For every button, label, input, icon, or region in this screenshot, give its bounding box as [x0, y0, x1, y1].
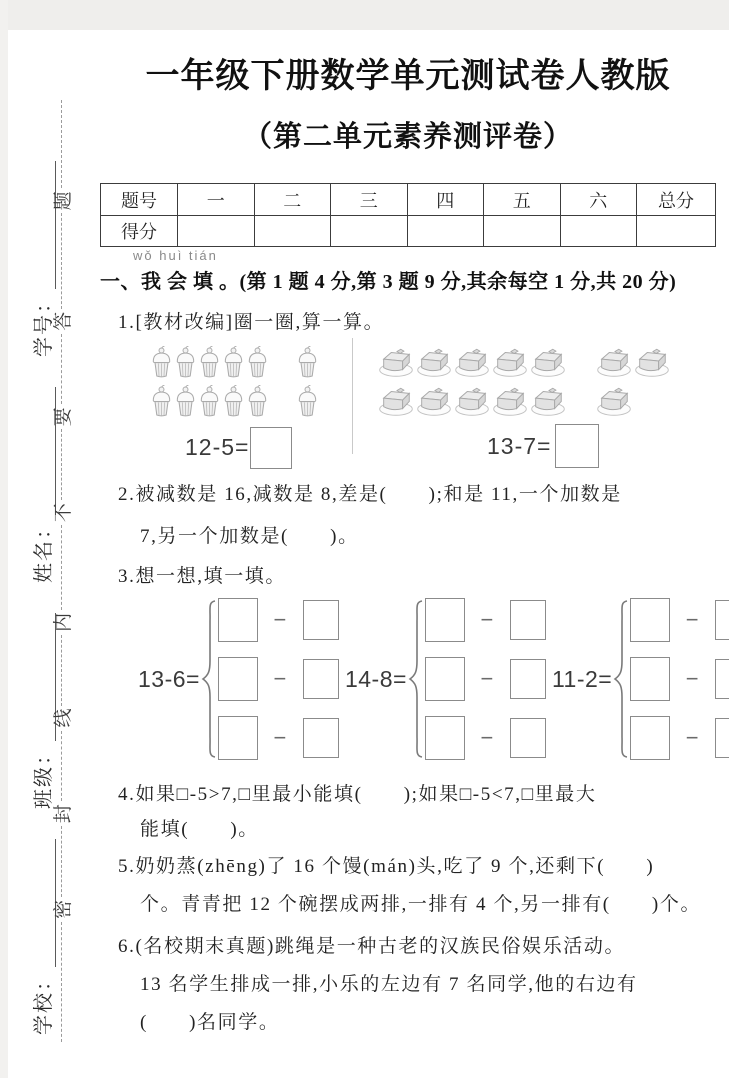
q3-row — [630, 598, 729, 642]
icon-row — [378, 341, 672, 378]
cake-icon — [454, 384, 490, 417]
cupcake-icon — [222, 384, 245, 418]
minus-sign: − — [685, 607, 699, 632]
q3-rows — [218, 598, 339, 760]
score-table-header-cell: 四 — [407, 184, 484, 216]
score-cell[interactable] — [254, 216, 331, 247]
seal-dashed-line — [61, 429, 62, 500]
question-2-line-1: 2.被减数是 16,减数是 8,差是( );和是 11,一个加数是 — [118, 484, 622, 505]
student-field-label: 姓名： — [32, 517, 55, 583]
q1-group-divider — [352, 338, 353, 454]
q3-answer-box[interactable] — [715, 600, 729, 640]
question-5-line-1: 5.奶奶蒸(zhēng)了 16 个馒(mán)头,吃了 9 个,还剩下( ) — [118, 856, 655, 877]
score-table-header-cell: 一 — [178, 184, 255, 216]
seal-char: 答 — [52, 311, 74, 331]
q1-equation-1: 12-5= — [185, 434, 250, 460]
cupcake-icon — [296, 384, 319, 418]
seal-line-strip — [48, 100, 74, 1042]
seal-char: 要 — [52, 407, 74, 427]
cake-icon — [492, 345, 528, 378]
minus-sign: − — [480, 607, 494, 632]
cake-icon — [378, 345, 414, 378]
score-table-header-cell: 三 — [331, 184, 408, 216]
minus-sign: − — [273, 725, 287, 750]
score-cell[interactable] — [178, 216, 255, 247]
seal-char: 线 — [52, 708, 74, 728]
cake-icon — [416, 345, 452, 378]
q3-answer-box[interactable] — [510, 600, 546, 640]
seal-char: 密 — [52, 899, 74, 919]
icon-row — [150, 342, 320, 379]
cake-icon — [454, 345, 490, 378]
q3-row — [218, 716, 339, 760]
q3-group-2 — [552, 598, 729, 760]
q3-equation-label: 14-8= — [344, 665, 407, 692]
minus-sign: − — [685, 725, 699, 750]
cupcake-icon — [174, 384, 197, 418]
left-brace-icon — [201, 599, 216, 759]
cake-icon — [596, 345, 632, 378]
cake-icon — [492, 384, 528, 417]
seal-char: 不 — [52, 503, 74, 523]
cake-icon — [596, 384, 632, 417]
left-brace-icon — [613, 599, 628, 759]
q3-row — [630, 657, 729, 701]
cake-icon — [530, 384, 566, 417]
score-table-header-cell: 五 — [484, 184, 561, 216]
score-table-header-cell: 二 — [254, 184, 331, 216]
cupcake-icon — [150, 345, 173, 379]
cupcake-icon — [198, 345, 221, 379]
page-subtitle: （第二单元素养测评卷） — [242, 121, 573, 153]
q3-answer-box[interactable] — [303, 600, 339, 640]
question-6-line-1: 6.(名校期末真题)跳绳是一种古老的汉族民俗娱乐活动。 — [118, 936, 626, 957]
cupcake-icon — [296, 345, 319, 379]
q3-equation-label: 13-6= — [138, 665, 200, 692]
q3-answer-box[interactable] — [630, 657, 670, 701]
score-cell[interactable] — [484, 216, 561, 247]
cupcake-icon — [222, 345, 245, 379]
seal-dashed-line — [61, 100, 62, 188]
q1-cupcake-group — [150, 342, 320, 420]
q3-group-1 — [345, 598, 546, 760]
pinyin-annotation: wǒ huì tián — [133, 248, 218, 263]
question-6-line-2: 13 名学生排成一排,小乐的左边有 7 名同学,他的右边有 — [140, 974, 638, 995]
cake-icon — [530, 345, 566, 378]
score-table-header-cell: 题号 — [101, 184, 178, 216]
q3-answer-box[interactable] — [630, 716, 670, 760]
q1-equation-2: 13-7= — [487, 433, 552, 459]
cupcake-icon — [174, 345, 197, 379]
question-1-text: 1.[教材改编]圈一圈,算一算。 — [118, 312, 385, 333]
score-cell[interactable] — [331, 216, 408, 247]
seal-dashed-line — [61, 334, 62, 405]
question-4-line-1: 4.如果□-5>7,□里最小能填( );如果□-5<7,□里最大 — [118, 784, 597, 805]
seal-char: 封 — [52, 804, 74, 824]
cupcake-icon — [198, 384, 221, 418]
seal-dashed-line — [61, 635, 62, 706]
seal-dashed-line — [61, 525, 62, 610]
q3-row — [425, 716, 546, 760]
cupcake-icon — [246, 345, 269, 379]
q3-answer-box[interactable] — [715, 718, 729, 758]
score-cell[interactable] — [560, 216, 637, 247]
cake-icon — [416, 384, 452, 417]
q3-row — [425, 657, 546, 701]
cupcake-icon — [150, 384, 173, 418]
q3-answer-box[interactable] — [218, 598, 258, 642]
q3-row — [218, 657, 339, 701]
score-cell[interactable] — [637, 216, 716, 247]
q1-cake-group — [378, 341, 672, 419]
score-table-header-cell: 六 — [560, 184, 637, 216]
question-6-line-3: ( )名同学。 — [140, 1012, 280, 1033]
seal-dashed-line — [61, 922, 62, 1042]
seal-dashed-line — [61, 826, 62, 897]
q3-answer-box[interactable] — [715, 659, 729, 699]
student-field-label: 学校： — [32, 969, 55, 1035]
icon-row — [378, 380, 672, 417]
minus-sign: − — [685, 666, 699, 691]
q3-answer-box[interactable] — [425, 716, 465, 760]
score-row-label: 得分 — [101, 216, 178, 247]
q3-rows — [630, 598, 729, 760]
question-5-line-2: 个。青青把 12 个碗摆成两排,一排有 4 个,另一排有( )个。 — [140, 894, 702, 915]
q3-group-0 — [138, 598, 339, 760]
seal-char: 内 — [52, 612, 74, 632]
cake-icon — [634, 345, 670, 378]
question-3-text: 3.想一想,填一填。 — [118, 566, 287, 587]
q1-answer-box-1[interactable] — [250, 427, 292, 469]
score-table-header-row — [101, 184, 716, 216]
q1-answer-box-2[interactable] — [555, 424, 599, 468]
q3-answer-box[interactable] — [630, 598, 670, 642]
question-4-line-2: 能填( )。 — [140, 819, 259, 840]
q3-answer-box[interactable] — [303, 718, 339, 758]
score-table — [100, 183, 716, 247]
icon-row — [150, 381, 320, 418]
section-one-heading: 一、我 会 填 。(第 1 题 4 分,第 3 题 9 分,其余每空 1 分,共 20 分) — [100, 271, 677, 293]
score-table-score-row — [101, 216, 716, 247]
seal-dashed-line — [61, 213, 62, 308]
seal-dashed-line — [61, 731, 62, 802]
q3-answer-box[interactable] — [218, 657, 258, 701]
page-title: 一年级下册数学单元测试卷人教版 — [145, 57, 671, 95]
q3-answer-box[interactable] — [218, 716, 258, 760]
q3-rows — [425, 598, 546, 760]
q3-equation-label: 11-2= — [551, 665, 613, 692]
cupcake-icon — [246, 384, 269, 418]
left-brace-icon — [408, 599, 423, 759]
q3-answer-box[interactable] — [425, 598, 465, 642]
minus-sign: − — [273, 607, 287, 632]
minus-sign: − — [480, 725, 494, 750]
q3-row — [425, 598, 546, 642]
q3-answer-box[interactable] — [425, 657, 465, 701]
q3-answer-box[interactable] — [510, 718, 546, 758]
scan-left-edge — [0, 0, 8, 1078]
student-field-label: 学号： — [32, 291, 55, 357]
scan-top-edge — [0, 0, 729, 30]
minus-sign: − — [273, 666, 287, 691]
cake-icon — [378, 384, 414, 417]
q3-diagram — [138, 598, 729, 760]
q3-answer-box[interactable] — [510, 659, 546, 699]
score-table-header-cell: 总分 — [637, 184, 716, 216]
question-2-line-2: 7,另一个加数是( )。 — [140, 526, 359, 547]
q3-row — [218, 598, 339, 642]
score-cell[interactable] — [407, 216, 484, 247]
seal-char: 题 — [52, 191, 74, 211]
q3-answer-box[interactable] — [303, 659, 339, 699]
q3-row — [630, 716, 729, 760]
minus-sign: − — [480, 666, 494, 691]
student-field-label: 班级： — [32, 743, 55, 809]
